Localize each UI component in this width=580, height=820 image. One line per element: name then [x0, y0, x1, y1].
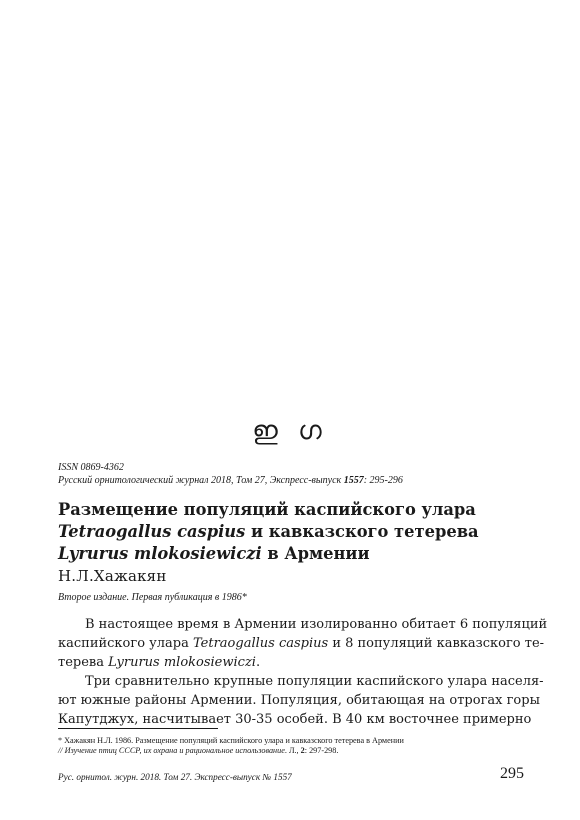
footnote-line-2 — [58, 746, 338, 756]
paragraph-2-line-3: Капутджух, насчитывает 30-35 особей. В 40 км восточнее примерно — [58, 712, 532, 727]
footnote-separator — [58, 728, 218, 729]
paragraph-1-line-3 — [58, 653, 524, 672]
section-ornament: ഇ ഗ — [252, 416, 328, 446]
title-species-lyrurus: Lyrurus mlokosiewiczi — [58, 544, 262, 563]
page-number: 295 — [500, 765, 524, 782]
paragraph-2-line-1: Три сравнительно крупные популяции каспийского улара населя- — [85, 674, 544, 689]
article-author: Н.Л.Хажакян — [58, 567, 167, 585]
p1-l3-text-a: терева — [58, 655, 109, 670]
footnote-pages: : 297-298. — [304, 746, 339, 755]
running-footer: Рус. орнитол. журн. 2018. Том 27. Экспресс-выпуск № 1557 — [58, 772, 292, 782]
article-title-line-2 — [58, 521, 528, 543]
species-tetraogallus: Tetraogallus caspius — [193, 636, 329, 651]
journal-issue-number: 1557 — [343, 475, 364, 486]
title-species-tetraogallus: Tetraogallus caspius — [58, 522, 246, 541]
species-lyrurus: Lyrurus mlokosiewiczi — [108, 655, 256, 670]
article-title-line-3 — [58, 543, 528, 565]
p1-l2-text-a: каспийского улара — [58, 636, 194, 651]
footnote-source-title: // Изучение птиц СССР, их охрана и рациональное использование — [58, 746, 285, 755]
p1-l3-text-b: . — [255, 655, 261, 670]
p1-l2-text-b: и 8 популяций кавказского те- — [328, 636, 545, 651]
footnote-line-1: * Хажакян Н.Л. 1986. Размещение популяций каспийского улара и кавказского тетерева в Армении — [58, 736, 404, 745]
journal-pages: : 295-296 — [363, 475, 403, 486]
title-line-3-rest: в Армении — [261, 544, 370, 563]
article-title-line-1: Размещение популяций каспийского улара — [58, 500, 476, 519]
paragraph-1-line-1: В настоящее время в Армении изолированно обитает 6 популяций — [85, 617, 548, 632]
paragraph-2-line-2: ют южные районы Армении. Популяция, обитающая на отрогах горы — [58, 693, 540, 708]
paragraph-1-line-2 — [58, 634, 545, 653]
journal-citation — [58, 474, 403, 487]
journal-citation-prefix: Русский орнитологический журнал 2018, Том 27, Экспресс-выпуск — [58, 475, 344, 486]
title-line-2-rest: и кавказского тетерева — [245, 522, 479, 541]
edition-note: Второе издание. Первая публикация в 1986* — [58, 592, 247, 603]
footnote-place: . Л., — [284, 746, 301, 755]
issn: ISSN 0869-4362 — [58, 462, 124, 473]
footnote-volume: 2 — [300, 746, 305, 755]
